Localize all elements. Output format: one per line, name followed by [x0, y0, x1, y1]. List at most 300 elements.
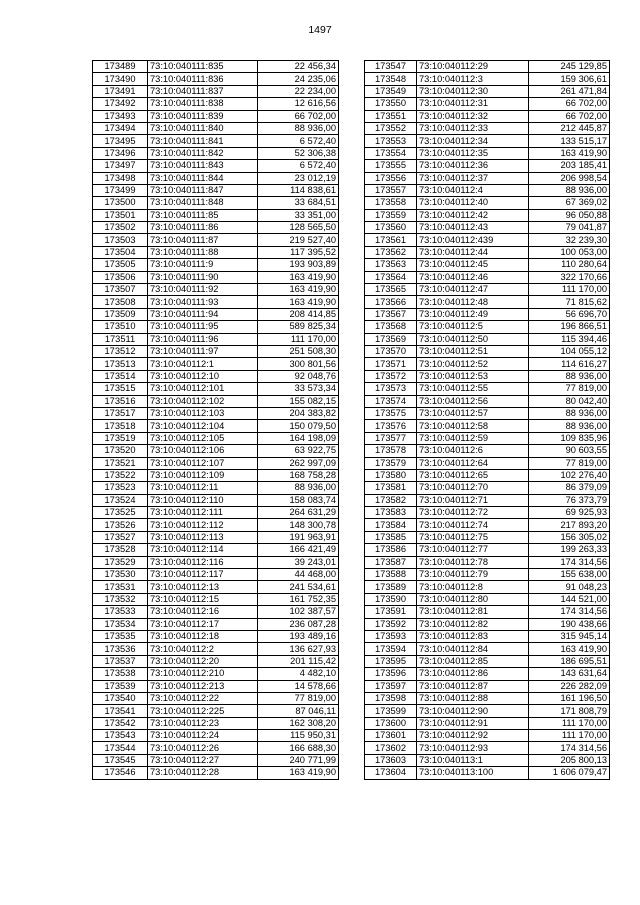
cadastral-number-cell: 73:10:040112:84	[417, 643, 529, 655]
table-row	[365, 234, 610, 246]
value-cell: 56 696,70	[529, 308, 610, 320]
value-cell: 186 695,51	[529, 655, 610, 667]
value-cell: 236 087,28	[258, 618, 339, 630]
table-row	[365, 767, 610, 779]
row-number-cell: 173519	[93, 432, 148, 444]
table-row	[365, 395, 610, 407]
row-number-cell: 173513	[93, 358, 148, 370]
value-cell: 114 838,61	[258, 184, 339, 196]
table-row	[365, 754, 610, 766]
table-row	[365, 135, 610, 147]
value-cell: 589 825,34	[258, 321, 339, 333]
value-cell: 174 314,56	[529, 606, 610, 618]
value-cell: 66 702,00	[529, 98, 610, 110]
row-number-cell: 173556	[365, 172, 417, 184]
row-number-cell: 173512	[93, 345, 148, 357]
table-row	[365, 643, 610, 655]
row-number-cell: 173583	[365, 507, 417, 519]
cadastral-number-cell: 73:10:040112:48	[417, 296, 529, 308]
value-cell: 136 627,93	[258, 643, 339, 655]
value-cell: 226 282,09	[529, 680, 610, 692]
value-cell: 88 936,00	[529, 407, 610, 419]
row-number-cell: 173552	[365, 122, 417, 134]
value-cell: 111 170,00	[529, 717, 610, 729]
value-cell: 155 082,15	[258, 395, 339, 407]
cadastral-number-cell: 73:10:040112:35	[417, 147, 529, 159]
table-row	[365, 569, 610, 581]
value-cell: 33 573,34	[258, 383, 339, 395]
cadastral-number-cell: 73:10:040111:92	[148, 284, 258, 296]
table-row	[93, 482, 339, 494]
cadastral-number-cell: 73:10:040112:3	[417, 73, 529, 85]
row-number-cell: 173531	[93, 581, 148, 593]
table-row	[93, 655, 339, 667]
value-cell: 174 314,56	[529, 556, 610, 568]
table-row	[365, 544, 610, 556]
row-number-cell: 173602	[365, 742, 417, 754]
value-cell: 92 048,76	[258, 370, 339, 382]
table-row	[365, 85, 610, 97]
table-row	[365, 284, 610, 296]
cadastral-number-cell: 73:10:040112:6	[417, 445, 529, 457]
row-number-cell: 173572	[365, 370, 417, 382]
row-number-cell: 173509	[93, 308, 148, 320]
value-cell: 24 235,06	[258, 73, 339, 85]
row-number-cell: 173570	[365, 345, 417, 357]
cadastral-number-cell: 73:10:040112:104	[148, 420, 258, 432]
value-cell: 88 936,00	[529, 184, 610, 196]
value-cell: 87 046,11	[258, 705, 339, 717]
value-cell: 190 438,66	[529, 618, 610, 630]
cadastral-number-cell: 73:10:040112:40	[417, 197, 529, 209]
value-cell: 22 456,34	[258, 61, 339, 73]
value-cell: 193 903,89	[258, 259, 339, 271]
table-row	[365, 482, 610, 494]
table-row	[365, 222, 610, 234]
row-number-cell: 173522	[93, 469, 148, 481]
row-number-cell: 173525	[93, 507, 148, 519]
row-number-cell: 173574	[365, 395, 417, 407]
table-row	[93, 556, 339, 568]
table-row	[365, 358, 610, 370]
table-row	[365, 519, 610, 531]
table-row	[93, 643, 339, 655]
cadastral-number-cell: 73:10:040112:20	[148, 655, 258, 667]
table-row	[365, 308, 610, 320]
table-row	[365, 680, 610, 692]
value-cell: 163 419,90	[529, 147, 610, 159]
row-number-cell: 173599	[365, 705, 417, 717]
table-row	[93, 383, 339, 395]
cadastral-number-cell: 73:10:040112:42	[417, 209, 529, 221]
row-number-cell: 173564	[365, 271, 417, 283]
row-number-cell: 173586	[365, 544, 417, 556]
value-cell: 171 808,79	[529, 705, 610, 717]
row-number-cell: 173603	[365, 754, 417, 766]
left-table-body	[93, 61, 339, 780]
row-number-cell: 173515	[93, 383, 148, 395]
cadastral-number-cell: 73:10:040112:83	[417, 630, 529, 642]
value-cell: 163 419,90	[529, 643, 610, 655]
value-cell: 6 572,40	[258, 135, 339, 147]
cadastral-number-cell: 73:10:040112:74	[417, 519, 529, 531]
row-number-cell: 173523	[93, 482, 148, 494]
row-number-cell: 173594	[365, 643, 417, 655]
table-row	[93, 507, 339, 519]
row-number-cell: 173565	[365, 284, 417, 296]
value-cell: 315 945,14	[529, 630, 610, 642]
row-number-cell: 173560	[365, 222, 417, 234]
value-cell: 163 419,90	[258, 296, 339, 308]
table-row	[365, 469, 610, 481]
cadastral-number-cell: 73:10:040112:64	[417, 457, 529, 469]
cadastral-number-cell: 73:10:040111:94	[148, 308, 258, 320]
row-number-cell: 173568	[365, 321, 417, 333]
cadastral-number-cell: 73:10:040111:88	[148, 246, 258, 258]
cadastral-number-cell: 73:10:040112:77	[417, 544, 529, 556]
row-number-cell: 173502	[93, 222, 148, 234]
value-cell: 22 234,00	[258, 85, 339, 97]
cadastral-number-cell: 73:10:040111:840	[148, 122, 258, 134]
row-number-cell: 173545	[93, 754, 148, 766]
cadastral-number-cell: 73:10:040111:837	[148, 85, 258, 97]
value-cell: 143 631,64	[529, 668, 610, 680]
row-number-cell: 173528	[93, 544, 148, 556]
cadastral-number-cell: 73:10:040112:82	[417, 618, 529, 630]
cadastral-number-cell: 73:10:040112:36	[417, 160, 529, 172]
row-number-cell: 173516	[93, 395, 148, 407]
table-row	[365, 172, 610, 184]
cadastral-number-cell: 73:10:040112:86	[417, 668, 529, 680]
table-row	[93, 420, 339, 432]
cadastral-number-cell: 73:10:040112:16	[148, 606, 258, 618]
value-cell: 88 936,00	[529, 370, 610, 382]
cadastral-number-cell: 73:10:040111:9	[148, 259, 258, 271]
value-cell: 163 419,90	[258, 284, 339, 296]
value-cell: 206 998,54	[529, 172, 610, 184]
page-number: 1497	[308, 24, 332, 36]
cadastral-number-cell: 73:10:040111:90	[148, 271, 258, 283]
table-row	[93, 432, 339, 444]
table-row	[93, 172, 339, 184]
table-row	[93, 160, 339, 172]
table-row	[365, 370, 610, 382]
row-number-cell: 173538	[93, 668, 148, 680]
value-cell: 1 606 079,47	[529, 767, 610, 779]
cadastral-number-cell: 73:10:040112:78	[417, 556, 529, 568]
value-cell: 12 616,56	[258, 98, 339, 110]
row-number-cell: 173510	[93, 321, 148, 333]
cadastral-number-cell: 73:10:040112:56	[417, 395, 529, 407]
row-number-cell: 173553	[365, 135, 417, 147]
row-number-cell: 173521	[93, 457, 148, 469]
cadastral-number-cell: 73:10:040112:117	[148, 569, 258, 581]
cadastral-number-cell: 73:10:040112:30	[417, 85, 529, 97]
value-cell: 162 308,20	[258, 717, 339, 729]
row-number-cell: 173497	[93, 160, 148, 172]
cadastral-number-cell: 73:10:040112:53	[417, 370, 529, 382]
row-number-cell: 173498	[93, 172, 148, 184]
value-cell: 262 997,09	[258, 457, 339, 469]
row-number-cell: 173573	[365, 383, 417, 395]
value-cell: 158 083,74	[258, 494, 339, 506]
value-cell: 128 565,50	[258, 222, 339, 234]
value-cell: 208 414,85	[258, 308, 339, 320]
table-row	[365, 246, 610, 258]
row-number-cell: 173493	[93, 110, 148, 122]
row-number-cell: 173601	[365, 730, 417, 742]
cadastral-number-cell: 73:10:040112:28	[148, 767, 258, 779]
table-row	[93, 184, 339, 196]
cadastral-number-cell: 73:10:040112:2	[148, 643, 258, 655]
row-number-cell: 173548	[365, 73, 417, 85]
table-row	[365, 321, 610, 333]
table-row	[93, 308, 339, 320]
value-cell: 69 925,93	[529, 507, 610, 519]
cadastral-number-cell: 73:10:040112:116	[148, 556, 258, 568]
table-row	[365, 593, 610, 605]
table-row	[93, 345, 339, 357]
cadastral-number-cell: 73:10:040111:838	[148, 98, 258, 110]
row-number-cell: 173557	[365, 184, 417, 196]
cadastral-number-cell: 73:10:040112:111	[148, 507, 258, 519]
row-number-cell: 173604	[365, 767, 417, 779]
cadastral-number-cell: 73:10:040112:55	[417, 383, 529, 395]
cadastral-number-cell: 73:10:040112:44	[417, 246, 529, 258]
table-row	[93, 531, 339, 543]
cadastral-number-cell: 73:10:040111:836	[148, 73, 258, 85]
cadastral-number-cell: 73:10:040112:43	[417, 222, 529, 234]
cadastral-number-cell: 73:10:040112:85	[417, 655, 529, 667]
table-row	[365, 445, 610, 457]
cadastral-number-cell: 73:10:040111:839	[148, 110, 258, 122]
value-cell: 168 758,28	[258, 469, 339, 481]
table-row	[365, 407, 610, 419]
table-row	[93, 333, 339, 345]
table-row	[365, 507, 610, 519]
row-number-cell: 173600	[365, 717, 417, 729]
table-row	[365, 197, 610, 209]
cadastral-number-cell: 73:10:040112:23	[148, 717, 258, 729]
value-cell: 161 196,50	[529, 692, 610, 704]
value-cell: 77 819,00	[258, 692, 339, 704]
row-number-cell: 173490	[93, 73, 148, 85]
table-row	[93, 754, 339, 766]
cadastral-number-cell: 73:10:040111:842	[148, 147, 258, 159]
cadastral-number-cell: 73:10:040112:70	[417, 482, 529, 494]
cadastral-number-cell: 73:10:040112:1	[148, 358, 258, 370]
table-row	[93, 222, 339, 234]
table-row	[365, 457, 610, 469]
value-cell: 77 819,00	[529, 383, 610, 395]
value-cell: 219 527,40	[258, 234, 339, 246]
value-cell: 205 800,13	[529, 754, 610, 766]
table-row	[365, 556, 610, 568]
row-number-cell: 173562	[365, 246, 417, 258]
cadastral-number-cell: 73:10:040112:72	[417, 507, 529, 519]
value-cell: 196 866,51	[529, 321, 610, 333]
table-row	[365, 692, 610, 704]
table-row	[93, 494, 339, 506]
row-number-cell: 173533	[93, 606, 148, 618]
right-table-body	[365, 61, 610, 780]
cadastral-number-cell: 73:10:040112:210	[148, 668, 258, 680]
cadastral-number-cell: 73:10:040112:17	[148, 618, 258, 630]
row-number-cell: 173563	[365, 259, 417, 271]
row-number-cell: 173555	[365, 160, 417, 172]
value-cell: 14 578,66	[258, 680, 339, 692]
value-cell: 32 239,30	[529, 234, 610, 246]
cadastral-number-cell: 73:10:040111:97	[148, 345, 258, 357]
value-cell: 88 936,00	[258, 122, 339, 134]
value-cell: 86 379,09	[529, 482, 610, 494]
cadastral-number-cell: 73:10:040111:844	[148, 172, 258, 184]
table-row	[365, 717, 610, 729]
cadastral-number-cell: 73:10:040112:110	[148, 494, 258, 506]
row-number-cell: 173559	[365, 209, 417, 221]
value-cell: 71 815,62	[529, 296, 610, 308]
cadastral-number-cell: 73:10:040112:105	[148, 432, 258, 444]
right-register-table	[364, 60, 610, 780]
value-cell: 79 041,87	[529, 222, 610, 234]
row-number-cell: 173571	[365, 358, 417, 370]
table-row	[93, 85, 339, 97]
cadastral-number-cell: 73:10:040112:34	[417, 135, 529, 147]
row-number-cell: 173569	[365, 333, 417, 345]
value-cell: 133 515,17	[529, 135, 610, 147]
cadastral-number-cell: 73:10:040112:225	[148, 705, 258, 717]
table-row	[93, 358, 339, 370]
row-number-cell: 173551	[365, 110, 417, 122]
cadastral-number-cell: 73:10:040112:113	[148, 531, 258, 543]
cadastral-number-cell: 73:10:040112:213	[148, 680, 258, 692]
table-row	[93, 742, 339, 754]
table-row	[365, 606, 610, 618]
table-row	[365, 655, 610, 667]
table-row	[93, 395, 339, 407]
row-number-cell: 173567	[365, 308, 417, 320]
table-row	[93, 110, 339, 122]
cadastral-number-cell: 73:10:040112:90	[417, 705, 529, 717]
cadastral-number-cell: 73:10:040112:27	[148, 754, 258, 766]
value-cell: 163 419,90	[258, 271, 339, 283]
value-cell: 6 572,40	[258, 160, 339, 172]
value-cell: 76 373,79	[529, 494, 610, 506]
value-cell: 166 688,30	[258, 742, 339, 754]
row-number-cell: 173539	[93, 680, 148, 692]
value-cell: 66 702,00	[258, 110, 339, 122]
table-row	[93, 135, 339, 147]
value-cell: 102 276,40	[529, 469, 610, 481]
row-number-cell: 173492	[93, 98, 148, 110]
row-number-cell: 173561	[365, 234, 417, 246]
row-number-cell: 173592	[365, 618, 417, 630]
table-row	[365, 110, 610, 122]
row-number-cell: 173514	[93, 370, 148, 382]
cadastral-number-cell: 73:10:040112:52	[417, 358, 529, 370]
value-cell: 251 508,30	[258, 345, 339, 357]
cadastral-number-cell: 73:10:040112:91	[417, 717, 529, 729]
cadastral-number-cell: 73:10:040112:81	[417, 606, 529, 618]
table-row	[93, 61, 339, 73]
table-row	[365, 296, 610, 308]
row-number-cell: 173534	[93, 618, 148, 630]
cadastral-number-cell: 73:10:040112:13	[148, 581, 258, 593]
row-number-cell: 173554	[365, 147, 417, 159]
row-number-cell: 173489	[93, 61, 148, 73]
row-number-cell: 173546	[93, 767, 148, 779]
row-number-cell: 173547	[365, 61, 417, 73]
value-cell: 201 115,42	[258, 655, 339, 667]
row-number-cell: 173518	[93, 420, 148, 432]
table-row	[365, 259, 610, 271]
cadastral-number-cell: 73:10:040112:22	[148, 692, 258, 704]
value-cell: 88 936,00	[258, 482, 339, 494]
row-number-cell: 173584	[365, 519, 417, 531]
row-number-cell: 173593	[365, 630, 417, 642]
table-row	[93, 519, 339, 531]
row-number-cell: 173495	[93, 135, 148, 147]
cadastral-number-cell: 73:10:040111:847	[148, 184, 258, 196]
table-row	[93, 284, 339, 296]
row-number-cell: 173499	[93, 184, 148, 196]
cadastral-number-cell: 73:10:040112:4	[417, 184, 529, 196]
row-number-cell: 173558	[365, 197, 417, 209]
table-row	[365, 73, 610, 85]
value-cell: 144 521,00	[529, 593, 610, 605]
table-row	[365, 147, 610, 159]
cadastral-number-cell: 73:10:040111:96	[148, 333, 258, 345]
table-row	[93, 469, 339, 481]
value-cell: 100 053,00	[529, 246, 610, 258]
row-number-cell: 173550	[365, 98, 417, 110]
value-cell: 77 819,00	[529, 457, 610, 469]
table-row	[365, 271, 610, 283]
row-number-cell: 173580	[365, 469, 417, 481]
value-cell: 156 305,02	[529, 531, 610, 543]
value-cell: 300 801,56	[258, 358, 339, 370]
cadastral-number-cell: 73:10:040112:31	[417, 98, 529, 110]
row-number-cell: 173530	[93, 569, 148, 581]
cadastral-number-cell: 73:10:040112:15	[148, 593, 258, 605]
cadastral-number-cell: 73:10:040111:85	[148, 209, 258, 221]
row-number-cell: 173532	[93, 593, 148, 605]
row-number-cell: 173589	[365, 581, 417, 593]
cadastral-number-cell: 73:10:040112:114	[148, 544, 258, 556]
cadastral-number-cell: 73:10:040111:86	[148, 222, 258, 234]
row-number-cell: 173507	[93, 284, 148, 296]
value-cell: 174 314,56	[529, 742, 610, 754]
value-cell: 110 280,64	[529, 259, 610, 271]
cadastral-number-cell: 73:10:040112:101	[148, 383, 258, 395]
cadastral-number-cell: 73:10:040112:45	[417, 259, 529, 271]
table-row	[93, 271, 339, 283]
row-number-cell: 173578	[365, 445, 417, 457]
value-cell: 52 306,38	[258, 147, 339, 159]
table-row	[365, 184, 610, 196]
table-row	[93, 692, 339, 704]
cadastral-number-cell: 73:10:040113:100	[417, 767, 529, 779]
table-row	[93, 234, 339, 246]
table-row	[93, 680, 339, 692]
row-number-cell: 173504	[93, 246, 148, 258]
table-row	[93, 197, 339, 209]
value-cell: 199 263,33	[529, 544, 610, 556]
value-cell: 203 185,41	[529, 160, 610, 172]
row-number-cell: 173590	[365, 593, 417, 605]
value-cell: 91 048,23	[529, 581, 610, 593]
value-cell: 63 922,75	[258, 445, 339, 457]
